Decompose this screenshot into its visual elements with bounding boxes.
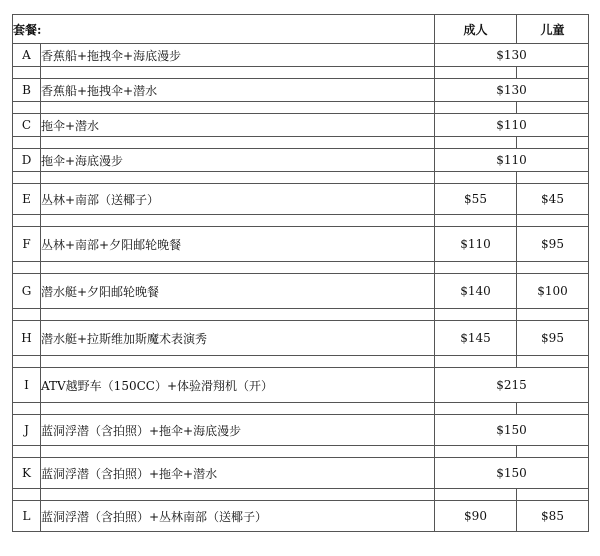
- package-name: 丛林+南部（送椰子）: [41, 184, 435, 215]
- package-name: 香蕉船+拖拽伞+潜水: [41, 79, 435, 102]
- package-name: 蓝洞浮潜（含拍照）+丛林南部（送椰子）: [41, 501, 435, 532]
- spacer-row: [13, 215, 589, 227]
- header-child-label: 儿童: [517, 15, 589, 44]
- package-code: K: [13, 458, 41, 489]
- package-code: C: [13, 114, 41, 137]
- table-row: [13, 458, 589, 489]
- child-price: $45: [517, 184, 589, 215]
- child-price: $85: [517, 501, 589, 532]
- package-code: G: [13, 274, 41, 309]
- package-name: 潜水艇+拉斯维加斯魔术表演秀: [41, 321, 435, 356]
- adult-price: $90: [435, 501, 517, 532]
- table-header-row: [13, 15, 589, 44]
- package-code: I: [13, 368, 41, 403]
- header-adult-label: 成人: [435, 15, 517, 44]
- table-row: [13, 501, 589, 532]
- child-price: $100: [517, 274, 589, 309]
- table-row: [13, 114, 589, 137]
- header-package-label: 套餐:: [13, 15, 435, 44]
- package-code: J: [13, 415, 41, 446]
- package-name: 潜水艇+夕阳邮轮晚餐: [41, 274, 435, 309]
- table-row: [13, 44, 589, 67]
- package-name: ATV越野车（150CC）+体验滑翔机（开）: [41, 368, 435, 403]
- adult-price: $55: [435, 184, 517, 215]
- package-name: 拖伞+海底漫步: [41, 149, 435, 172]
- table-row: [13, 79, 589, 102]
- package-code: F: [13, 227, 41, 262]
- package-code: H: [13, 321, 41, 356]
- spacer-row: [13, 403, 589, 415]
- table-row: [13, 227, 589, 262]
- child-price: $95: [517, 227, 589, 262]
- package-name: 蓝洞浮潜（含拍照）+拖伞+潜水: [41, 458, 435, 489]
- spacer-row: [13, 262, 589, 274]
- package-price: $130: [435, 79, 589, 102]
- table-row: [13, 274, 589, 309]
- package-price: $150: [435, 458, 589, 489]
- adult-price: $145: [435, 321, 517, 356]
- table-row: [13, 415, 589, 446]
- package-code: B: [13, 79, 41, 102]
- table-row: [13, 184, 589, 215]
- spacer-row: [13, 446, 589, 458]
- adult-price: $140: [435, 274, 517, 309]
- spacer-row: [13, 67, 589, 79]
- spacer-row: [13, 489, 589, 501]
- package-price: $110: [435, 149, 589, 172]
- package-name: 蓝洞浮潜（含拍照）+拖伞+海底漫步: [41, 415, 435, 446]
- spacer-row: [13, 309, 589, 321]
- package-price: $150: [435, 415, 589, 446]
- package-code: D: [13, 149, 41, 172]
- spacer-row: [13, 356, 589, 368]
- package-code: E: [13, 184, 41, 215]
- table-row: [13, 149, 589, 172]
- spacer-row: [13, 137, 589, 149]
- adult-price: $110: [435, 227, 517, 262]
- package-name: 拖伞+潜水: [41, 114, 435, 137]
- spacer-row: [13, 172, 589, 184]
- table-row: [13, 321, 589, 356]
- package-code: L: [13, 501, 41, 532]
- package-price: $215: [435, 368, 589, 403]
- package-price: $130: [435, 44, 589, 67]
- package-code: A: [13, 44, 41, 67]
- package-name: 丛林+南部+夕阳邮轮晚餐: [41, 227, 435, 262]
- table-row: [13, 368, 589, 403]
- spacer-row: [13, 102, 589, 114]
- child-price: $95: [517, 321, 589, 356]
- package-price: $110: [435, 114, 589, 137]
- package-name: 香蕉船+拖拽伞+海底漫步: [41, 44, 435, 67]
- package-price-table: [12, 14, 589, 532]
